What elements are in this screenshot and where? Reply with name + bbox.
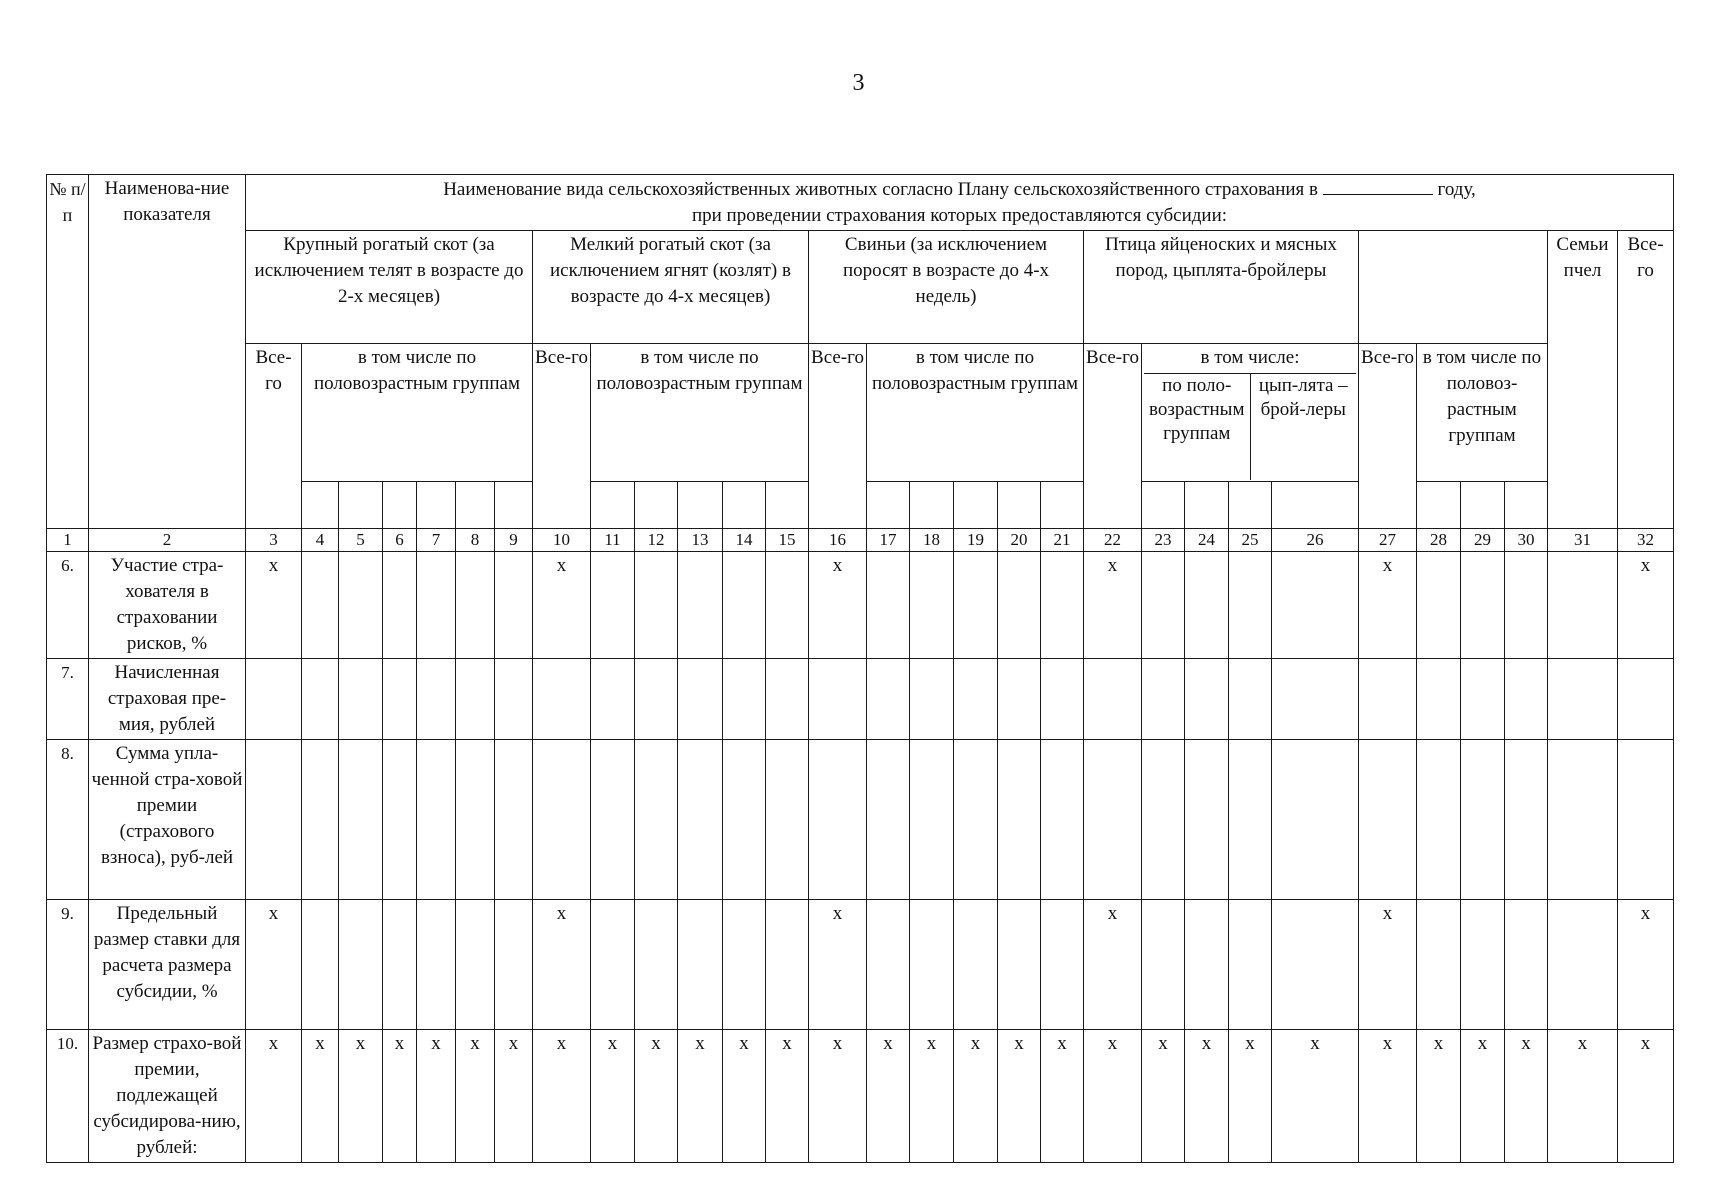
row-number: 6. — [47, 552, 89, 659]
cattle-subgroups: в том числе по половозрастным группам — [302, 344, 533, 482]
table-cell[interactable] — [1229, 900, 1272, 1030]
table-cell[interactable]: x — [302, 1030, 339, 1163]
table-cell[interactable] — [533, 740, 591, 900]
table-cell[interactable]: x — [1505, 1030, 1548, 1163]
table-cell[interactable] — [954, 900, 998, 1030]
column-number: 13 — [678, 529, 723, 552]
table-cell[interactable] — [495, 552, 533, 659]
table-cell[interactable] — [1185, 740, 1229, 900]
table-cell[interactable] — [1041, 659, 1084, 740]
table-cell[interactable]: x — [1084, 552, 1142, 659]
table-cell[interactable] — [723, 659, 766, 740]
table-cell[interactable]: x — [1084, 1030, 1142, 1163]
header-indicator: Наименова-ние показателя — [89, 175, 246, 529]
column-number: 25 — [1229, 529, 1272, 552]
table-cell[interactable] — [1417, 740, 1461, 900]
column-number: 3 — [246, 529, 302, 552]
header-row-subgroups — [47, 344, 1674, 482]
table-cell[interactable] — [1461, 740, 1505, 900]
cattle-total: Все-го — [246, 344, 302, 529]
table-cell[interactable] — [1461, 900, 1505, 1030]
table-cell[interactable]: x — [809, 1030, 867, 1163]
table-cell[interactable] — [998, 740, 1041, 900]
column-number: 31 — [1548, 529, 1618, 552]
subcell — [1185, 482, 1229, 529]
table-cell[interactable] — [954, 740, 998, 900]
table-cell[interactable]: x — [678, 1030, 723, 1163]
column-number: 28 — [1417, 529, 1461, 552]
table-cell[interactable] — [591, 659, 635, 740]
table-cell[interactable] — [1272, 552, 1359, 659]
row-number: 7. — [47, 659, 89, 740]
table-cell[interactable] — [339, 659, 383, 740]
small-cattle-subgroups: в том числе по половозрастным группам — [591, 344, 809, 482]
column-number: 22 — [1084, 529, 1142, 552]
group-poultry: Птица яйценоских и мясных пород, цыплята-бройлеры — [1084, 231, 1359, 344]
table-cell[interactable]: x — [533, 552, 591, 659]
data-rows — [47, 552, 1674, 1163]
table-cell[interactable] — [339, 552, 383, 659]
table-cell[interactable]: x — [533, 900, 591, 1030]
table-cell[interactable] — [867, 900, 910, 1030]
subcell — [302, 482, 339, 529]
table-cell[interactable] — [495, 659, 533, 740]
table-cell[interactable] — [678, 552, 723, 659]
table-cell[interactable] — [1272, 659, 1359, 740]
column-number: 11 — [591, 529, 635, 552]
subcell — [417, 482, 456, 529]
subcell — [723, 482, 766, 529]
table-cell[interactable]: x — [1618, 552, 1674, 659]
table-cell[interactable] — [766, 659, 809, 740]
table-cell[interactable] — [1417, 900, 1461, 1030]
poultry-total: Все-го — [1084, 344, 1142, 529]
table-cell[interactable]: x — [867, 1030, 910, 1163]
table-cell[interactable] — [1548, 900, 1618, 1030]
table-cell[interactable] — [723, 740, 766, 900]
table-cell[interactable] — [1229, 740, 1272, 900]
subcell — [495, 482, 533, 529]
poultry-broilers: цып-лята – брой-леры — [1250, 374, 1356, 481]
subcell — [383, 482, 417, 529]
column-number: 5 — [339, 529, 383, 552]
group5-subgroups: в том числе по половоз-растным группам — [1417, 344, 1548, 482]
column-number: 19 — [954, 529, 998, 552]
table-cell[interactable] — [867, 740, 910, 900]
group5-total: Все-го — [1359, 344, 1417, 529]
table-cell[interactable] — [383, 552, 417, 659]
header-row-groups — [47, 231, 1674, 344]
table-cell[interactable]: x — [1548, 1030, 1618, 1163]
table-row — [47, 740, 1674, 900]
table-cell[interactable] — [1142, 552, 1185, 659]
table-cell[interactable] — [766, 900, 809, 1030]
table-cell[interactable]: x — [246, 900, 302, 1030]
table-row — [47, 552, 1674, 659]
table-cell[interactable] — [1417, 659, 1461, 740]
table-cell[interactable] — [1417, 552, 1461, 659]
table-row — [47, 1030, 1674, 1163]
group-blank — [1359, 231, 1548, 344]
table-cell[interactable] — [723, 552, 766, 659]
table-cell[interactable] — [910, 552, 954, 659]
table-cell[interactable]: x — [998, 1030, 1041, 1163]
column-number: 9 — [495, 529, 533, 552]
table-cell[interactable] — [1548, 552, 1618, 659]
table-cell[interactable] — [954, 659, 998, 740]
table-cell[interactable] — [678, 659, 723, 740]
table-row — [47, 900, 1674, 1030]
table-cell[interactable]: x — [1417, 1030, 1461, 1163]
table-cell[interactable] — [383, 740, 417, 900]
column-number: 29 — [1461, 529, 1505, 552]
table-cell[interactable] — [302, 900, 339, 1030]
table-cell[interactable]: x — [1359, 552, 1417, 659]
table-cell[interactable]: x — [1272, 1030, 1359, 1163]
header-main-title-part2: году, — [1437, 179, 1476, 200]
table-cell[interactable] — [1548, 740, 1618, 900]
table-cell[interactable] — [1505, 552, 1548, 659]
table-cell[interactable]: x — [635, 1030, 678, 1163]
table-cell[interactable]: x — [417, 1030, 456, 1163]
subcell — [954, 482, 998, 529]
table-cell[interactable] — [1142, 900, 1185, 1030]
table-cell[interactable] — [417, 659, 456, 740]
table-cell[interactable] — [1505, 659, 1548, 740]
table-cell[interactable] — [910, 659, 954, 740]
table-cell[interactable]: x — [1618, 1030, 1674, 1163]
table-cell[interactable] — [495, 900, 533, 1030]
subcell — [910, 482, 954, 529]
column-number: 2 — [89, 529, 246, 552]
column-number: 15 — [766, 529, 809, 552]
column-number: 17 — [867, 529, 910, 552]
table-cell[interactable] — [339, 900, 383, 1030]
table-cell[interactable] — [1359, 740, 1417, 900]
table-cell[interactable] — [809, 659, 867, 740]
table-cell[interactable] — [1272, 740, 1359, 900]
table-cell[interactable]: x — [1185, 1030, 1229, 1163]
subcell — [1417, 482, 1461, 529]
table-cell[interactable] — [998, 552, 1041, 659]
header-no: № п/п — [47, 175, 89, 529]
table-cell[interactable]: x — [954, 1030, 998, 1163]
table-cell[interactable] — [383, 900, 417, 1030]
table-cell[interactable] — [591, 740, 635, 900]
column-number: 30 — [1505, 529, 1548, 552]
subcell — [1041, 482, 1084, 529]
table-cell[interactable]: x — [1229, 1030, 1272, 1163]
poultry-split — [1144, 373, 1356, 480]
table-cell[interactable] — [1185, 900, 1229, 1030]
table-cell[interactable]: x — [1618, 900, 1674, 1030]
table-cell[interactable] — [456, 900, 495, 1030]
table-cell[interactable] — [723, 900, 766, 1030]
table-cell[interactable] — [1084, 659, 1142, 740]
table-cell[interactable] — [1185, 659, 1229, 740]
table-cell[interactable]: x — [809, 552, 867, 659]
table-cell[interactable] — [1461, 659, 1505, 740]
subcell — [998, 482, 1041, 529]
table-cell[interactable] — [1041, 552, 1084, 659]
table-cell[interactable]: x — [495, 1030, 533, 1163]
subcell — [1272, 482, 1359, 529]
table-cell[interactable]: x — [910, 1030, 954, 1163]
header-main-title-line2: при проведении страхования которых предоставляются субсидии: — [691, 205, 1228, 226]
table-cell[interactable]: x — [809, 900, 867, 1030]
table-row — [47, 659, 1674, 740]
table-cell[interactable]: x — [383, 1030, 417, 1163]
group-pigs: Свиньи (за исключением поросят в возрасте до 4-х недель) — [809, 231, 1084, 344]
column-number: 4 — [302, 529, 339, 552]
group-grand-total: Все-го — [1618, 231, 1674, 529]
table-cell[interactable]: x — [246, 552, 302, 659]
poultry-including-label: в том числе: — [1200, 347, 1300, 368]
column-number: 26 — [1272, 529, 1359, 552]
table-cell[interactable] — [678, 900, 723, 1030]
header-row-title — [47, 175, 1674, 231]
table-cell[interactable] — [1505, 900, 1548, 1030]
table-cell[interactable] — [1142, 740, 1185, 900]
table-cell[interactable] — [495, 740, 533, 900]
table-cell[interactable] — [339, 740, 383, 900]
table-cell[interactable] — [417, 900, 456, 1030]
table-cell[interactable] — [1359, 659, 1417, 740]
table-cell[interactable] — [591, 552, 635, 659]
column-number: 23 — [1142, 529, 1185, 552]
row-number: 9. — [47, 900, 89, 1030]
column-number: 8 — [456, 529, 495, 552]
year-blank — [1323, 176, 1433, 195]
column-number: 27 — [1359, 529, 1417, 552]
table-cell[interactable] — [1461, 552, 1505, 659]
table-cell[interactable] — [1041, 740, 1084, 900]
group-bees: Семьи пчел — [1548, 231, 1618, 529]
subcell — [339, 482, 383, 529]
table-cell[interactable] — [635, 659, 678, 740]
row-label: Участие стра-хователя в страховании рисков, % — [89, 552, 246, 659]
subcell — [591, 482, 635, 529]
pigs-subgroups: в том числе по половозрастным группам — [867, 344, 1084, 482]
table-cell[interactable] — [1618, 659, 1674, 740]
table-cell[interactable] — [1229, 659, 1272, 740]
table-cell[interactable]: x — [1041, 1030, 1084, 1163]
column-number: 21 — [1041, 529, 1084, 552]
table-cell[interactable] — [533, 659, 591, 740]
table-cell[interactable] — [302, 659, 339, 740]
table-cell[interactable] — [766, 552, 809, 659]
table-cell[interactable]: x — [723, 1030, 766, 1163]
table-cell[interactable] — [1041, 900, 1084, 1030]
column-number: 10 — [533, 529, 591, 552]
small-cattle-total: Все-го — [533, 344, 591, 529]
column-number: 32 — [1618, 529, 1674, 552]
table-cell[interactable] — [998, 900, 1041, 1030]
table-cell[interactable] — [867, 659, 910, 740]
table-cell[interactable] — [456, 552, 495, 659]
table-cell[interactable] — [246, 659, 302, 740]
poultry-including — [1142, 344, 1359, 482]
table-cell[interactable]: x — [1084, 900, 1142, 1030]
row-label: Сумма упла-ченной стра-ховой премии (страхового взноса), руб-лей — [89, 740, 246, 900]
table-cell[interactable] — [910, 740, 954, 900]
header-main-title-part1: Наименование вида сельскохозяйственных животных согласно Плану сельскохозяйственного страхования в — [443, 179, 1319, 200]
table-cell[interactable] — [417, 552, 456, 659]
column-number: 1 — [47, 529, 89, 552]
table-cell[interactable] — [1548, 659, 1618, 740]
table-cell[interactable]: x — [1461, 1030, 1505, 1163]
column-number: 18 — [910, 529, 954, 552]
header-main-title — [246, 175, 1674, 231]
table-cell[interactable] — [1142, 659, 1185, 740]
table-cell[interactable] — [246, 740, 302, 900]
column-number: 6 — [383, 529, 417, 552]
group-cattle: Крупный рогатый скот (за исключением телят в возрасте до 2-х месяцев) — [246, 231, 533, 344]
column-number: 14 — [723, 529, 766, 552]
table-cell[interactable]: x — [591, 1030, 635, 1163]
column-number: 16 — [809, 529, 867, 552]
column-number: 12 — [635, 529, 678, 552]
table-cell[interactable] — [1185, 552, 1229, 659]
poultry-age-groups: по поло-возрастным группам — [1144, 374, 1250, 481]
table-cell[interactable] — [910, 900, 954, 1030]
subcell — [766, 482, 809, 529]
page-number: 3 — [852, 70, 865, 96]
table-cell[interactable]: x — [1359, 1030, 1417, 1163]
table-cell[interactable] — [417, 740, 456, 900]
table-cell[interactable] — [1229, 552, 1272, 659]
subcell — [1461, 482, 1505, 529]
table-cell[interactable]: x — [456, 1030, 495, 1163]
subcell — [867, 482, 910, 529]
table-cell[interactable]: x — [246, 1030, 302, 1163]
table-cell[interactable]: x — [1142, 1030, 1185, 1163]
pigs-total: Все-го — [809, 344, 867, 529]
column-numbers-row — [47, 529, 1674, 552]
table-cell[interactable] — [1272, 900, 1359, 1030]
table-cell[interactable] — [591, 900, 635, 1030]
table-cell[interactable]: x — [766, 1030, 809, 1163]
table-cell[interactable]: x — [533, 1030, 591, 1163]
subcell — [1505, 482, 1548, 529]
table-cell[interactable] — [678, 740, 723, 900]
row-label: Размер страхо-вой премии, подлежащей субсидирова-нию, рублей: — [89, 1030, 246, 1163]
column-number: 24 — [1185, 529, 1229, 552]
table-cell[interactable] — [809, 740, 867, 900]
row-number: 8. — [47, 740, 89, 900]
table-cell[interactable]: x — [339, 1030, 383, 1163]
table-cell[interactable] — [302, 552, 339, 659]
group-small-cattle: Мелкий рогатый скот (за исключением ягнят (козлят) в возрасте до 4-х месяцев) — [533, 231, 809, 344]
column-number: 20 — [998, 529, 1041, 552]
table-cell[interactable] — [302, 740, 339, 900]
table-cell[interactable] — [456, 659, 495, 740]
table-cell[interactable]: x — [1359, 900, 1417, 1030]
row-label: Предельный размер ставки для расчета размера субсидии, % — [89, 900, 246, 1030]
table-cell[interactable] — [1618, 740, 1674, 900]
column-number: 7 — [417, 529, 456, 552]
table-cell[interactable] — [1505, 740, 1548, 900]
table-cell[interactable] — [635, 900, 678, 1030]
subsidy-table — [46, 174, 1674, 1163]
subcell — [678, 482, 723, 529]
table-cell[interactable] — [1084, 740, 1142, 900]
table-cell[interactable] — [456, 740, 495, 900]
table-cell[interactable] — [954, 552, 998, 659]
subcell — [456, 482, 495, 529]
table-cell[interactable] — [383, 659, 417, 740]
table-cell[interactable] — [867, 552, 910, 659]
table-cell[interactable] — [766, 740, 809, 900]
subcell — [1229, 482, 1272, 529]
row-number: 10. — [47, 1030, 89, 1163]
subcell — [1142, 482, 1185, 529]
table-cell[interactable] — [998, 659, 1041, 740]
row-label: Начисленная страховая пре-мия, рублей — [89, 659, 246, 740]
subcell — [635, 482, 678, 529]
table-cell[interactable] — [635, 740, 678, 900]
table-cell[interactable] — [635, 552, 678, 659]
